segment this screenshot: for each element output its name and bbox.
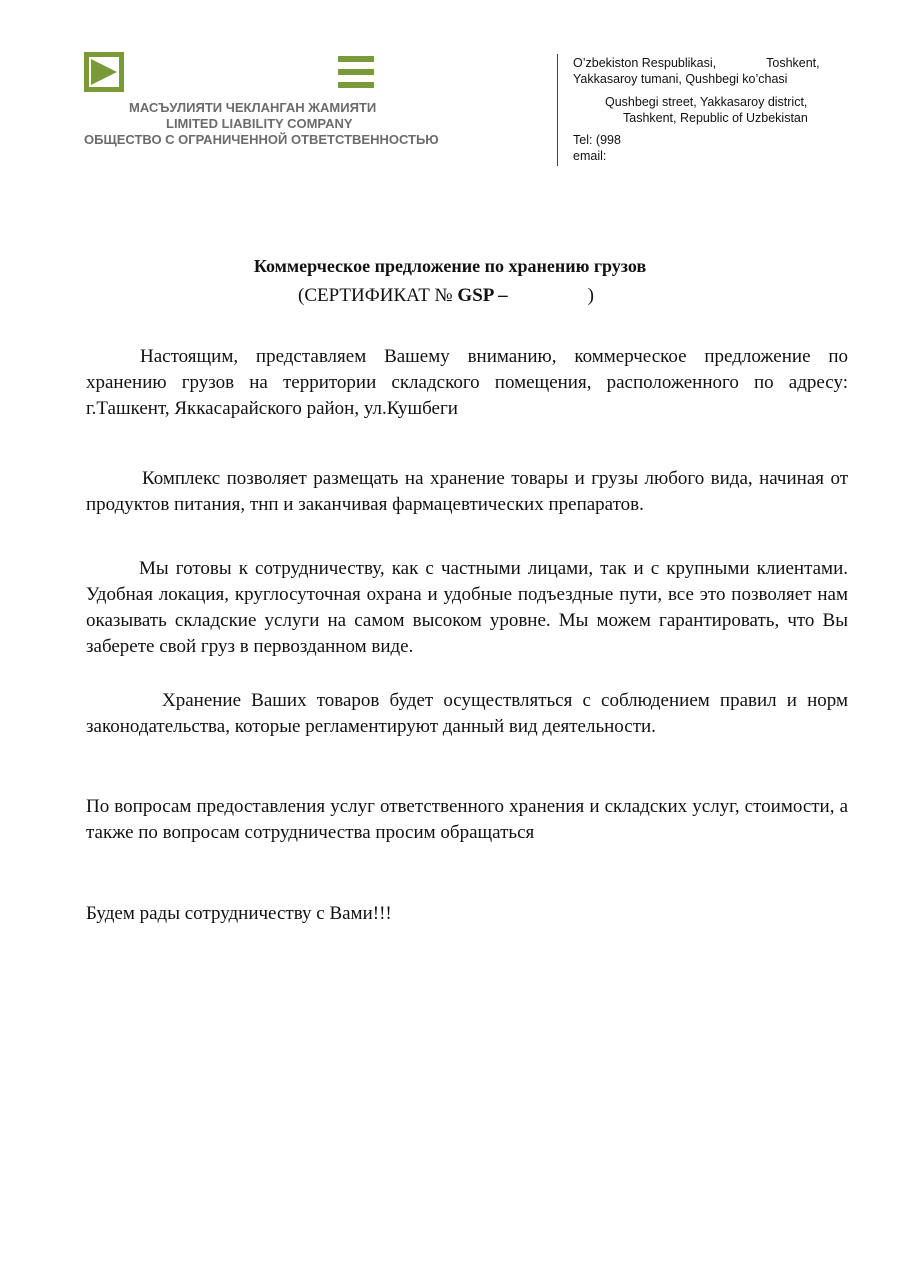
certificate-prefix: (СЕРТИФИКАТ № [298,285,453,306]
address-country-uz: O’zbekiston Respublikasi, [573,56,717,70]
company-name-block [84,100,494,148]
paragraph-closing: Будем рады сотрудничеству с Вами!!! [86,903,392,924]
company-logo-bars-icon [338,54,374,90]
paragraph-intro: Настоящим, представляем Вашему вниманию, коммерческое предложение по хранению грузов на территории складского помещения, расположенного по адресу: г.Ташкент, Яккасарайского район, ул.Кушбеги [86,346,848,419]
certificate-line [298,285,658,307]
address-uz-line2: Yakkasaroy tumani, Qushbegi ko’chasi [573,72,788,86]
paragraph-complex: Комплекс позволяет размещать на хранение товары и грузы любого вида, начиная от продуктов питания, тнп и заканчивая фармацевтических препаратов. [86,468,848,515]
address-email: email: [573,149,607,163]
company-name-en: LIMITED LIABILITY COMPANY [166,116,353,131]
company-logo-square-icon [84,52,124,92]
address-en-line2: Tashkent, Republic of Uzbekistan [623,111,808,125]
paragraph-cooperation: Мы готовы к сотрудничеству, как с частными лицами, так и с крупными клиентами. Удобная локация, круглосуточная охрана и удобные подъездные пути, все это позволяет нам оказывать складские услуги на самом высоком уровне. Мы можем гарантировать, что Вы заберете свой груз в первозданном виде. [86,558,848,657]
header-divider [557,54,558,166]
paragraph-contact: По вопросам предоставления услуг ответственного хранения и складских услуг, стоимости, а также по вопросам сотрудничества просим обращаться [86,796,848,843]
paragraph-storage-rules: Хранение Ваших товаров будет осуществляться с соблюдением правил и норм законодательства, которые регламентируют данный вид деятельности. [86,690,848,737]
certificate-suffix: ) [587,285,594,306]
letterhead-left [84,52,494,162]
certificate-code: GSP – [457,285,508,306]
address-uz-line1 [573,55,863,71]
company-name-ru: ОБЩЕСТВО С ОГРАНИЧЕННОЙ ОТВЕТСТВЕННОСТЬЮ [84,132,439,147]
address-city-uz: Toshkent, [766,56,820,70]
document-title: Коммерческое предложение по хранению грузов [253,256,647,276]
company-name-uz: МАСЪУЛИЯТИ ЧЕКЛАНГАН ЖАМИЯТИ [129,100,377,115]
address-en-line1: Qushbegi street, Yakkasaroy district, [605,95,808,109]
address-block [573,55,863,164]
address-tel: Tel: (998 [573,133,621,147]
